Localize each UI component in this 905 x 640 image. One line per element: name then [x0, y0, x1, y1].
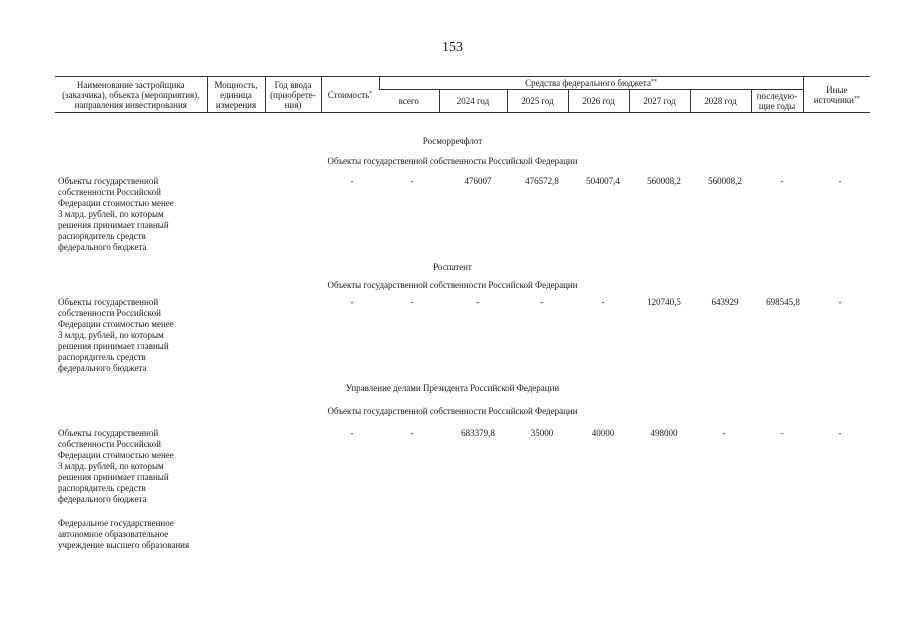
section-subtitle: Объекты государственной собственности Российской Федерации	[327, 280, 578, 290]
cell-cost: -	[350, 428, 354, 438]
cell-2028: -	[722, 428, 726, 438]
cell-2024: 683379,8	[461, 428, 495, 438]
section-subtitle: Объекты государственной собственности Российской Федерации	[327, 156, 578, 166]
cell-2024: -	[476, 297, 480, 307]
cell-total: -	[410, 428, 414, 438]
cell-2025: 476572,8	[525, 176, 559, 186]
cell-later: -	[780, 176, 784, 186]
cell-2026: -	[601, 297, 605, 307]
cell-2025: 35000	[530, 428, 554, 438]
section-subtitle: Объекты государственной собственности Российской Федерации	[327, 406, 578, 416]
cell-other: -	[838, 297, 842, 307]
trailing-row-name: Федеральное государственное автономное образовательное учреждение высшего образования	[58, 518, 190, 550]
col-header-year: Год ввода (приобрете-ния)	[265, 77, 321, 113]
cell-2026: 40000	[591, 428, 615, 438]
page-number: 153	[442, 40, 463, 55]
cell-2027: 498000	[650, 428, 678, 438]
cell-other: -	[838, 428, 842, 438]
subcol-2026: 2026 год	[568, 90, 629, 113]
cell-other: -	[838, 176, 842, 186]
subcol-2028: 2028 год	[690, 90, 751, 113]
row-name: Объекты государственной собственности Российской Федерации стоимостью менее 3 млрд. рублей, по которым решения принимает главный распорядитель средств федерального бюджета	[58, 176, 174, 252]
cell-later: 698545,8	[766, 297, 800, 307]
table-header	[55, 76, 870, 113]
section-title: Росморречфлот	[422, 136, 483, 146]
row-name: Объекты государственной собственности Российской Федерации стоимостью менее 3 млрд. рублей, по которым решения принимает главный распорядитель средств федерального бюджета	[58, 297, 174, 373]
cell-2027: 120740,5	[647, 297, 681, 307]
col-header-capacity: Мощность, единица измерения	[207, 77, 265, 113]
col-header-name: Наименование застройщика (заказчика), объекта (мероприятия), направления инвестирования	[55, 77, 207, 113]
cell-total: -	[410, 297, 414, 307]
subcol-2025: 2025 год	[507, 90, 568, 113]
subcol-total: всего	[379, 90, 439, 113]
col-header-cost: Стоимость*	[321, 77, 379, 113]
cell-2028: 560008,2	[708, 176, 742, 186]
subcol-later: последую-щие годы	[751, 90, 803, 113]
cell-2025: -	[540, 297, 544, 307]
cell-cost: -	[350, 297, 354, 307]
cell-cost: -	[350, 176, 354, 186]
col-header-other: Иные источники**	[803, 77, 870, 113]
cell-2028: 643929	[711, 297, 739, 307]
section-title: Управление делами Президента Российской Федерации	[345, 383, 560, 393]
col-header-federal: Средства федерального бюджета**	[379, 77, 803, 90]
cell-2024: 476007	[464, 176, 492, 186]
cell-total: -	[410, 176, 414, 186]
cell-2027: 560008,2	[647, 176, 681, 186]
cell-2026: 504007,4	[586, 176, 620, 186]
subcol-2024: 2024 год	[439, 90, 507, 113]
cell-later: -	[780, 428, 784, 438]
subcol-2027: 2027 год	[629, 90, 690, 113]
row-name: Объекты государственной собственности Российской Федерации стоимостью менее 3 млрд. рублей, по которым решения принимает главный распорядитель средств федерального бюджета	[58, 428, 174, 504]
section-title: Роспатент	[433, 262, 472, 272]
